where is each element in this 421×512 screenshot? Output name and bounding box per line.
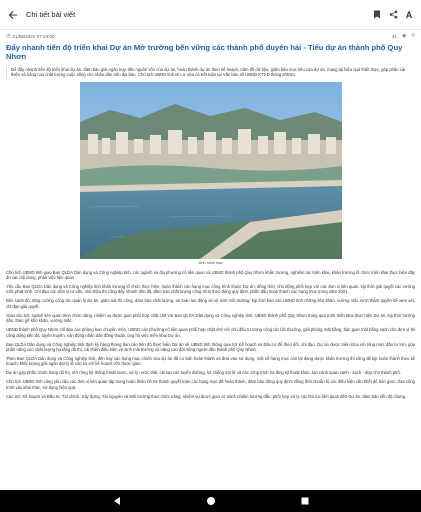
article-paragraph: Giao các Sở, ngành liên quan theo chức năng, nhiệm vụ được giao phối hợp chặt chẽ với Ban QLDA Dân dụng và Công nghiệp tỉnh, UBND thành phố Quy Nhơn trong quá trình triển khai thực hiện Dự án, kịp thời hướng dẫn, tháo gỡ khó khăn, vướng mắc. [6, 312, 415, 324]
article-meta [6, 30, 415, 42]
text-size-button[interactable] [401, 0, 417, 30]
share-button[interactable] [385, 0, 401, 30]
nav-recents-button[interactable] [298, 494, 312, 508]
article-photo [80, 82, 342, 259]
article-paragraph: UBND thành phố Quy Nhơn chỉ đạo các phòng ban chuyên môn, UBND các phường có liên quan phối hợp chặt chẽ với chủ đầu tư trong công tác bồi thường, giải phóng mặt bằng, bàn giao mặt bằng sạch cho đơn vị thi công đúng tiến độ; tuyên truyền, vận động nhân dân đồng thuận, ủng hộ việc triển khai Dự án. [6, 327, 415, 338]
nav-back-icon [112, 496, 122, 506]
article-paragraph: Dự án góp phần chỉnh trang đô thị, mở rộng hệ thống thoát nước, xử lý nước thải, cải tạo các tuyến đường, kè chống sạt lở và các công trình hạ tầng kỹ thuật khác, tạo cảnh quan xanh - sạch - đẹp cho thành phố. [6, 370, 401, 376]
nav-recents-icon [300, 496, 310, 506]
nav-back-button[interactable] [110, 494, 124, 508]
article-paragraph: Bên cạnh đó, tăng cường công tác quản lý dự án, giám sát thi công, đảm bảo chất lượng, an toàn lao động và vệ sinh môi trường; kịp thời báo cáo UBND tỉnh những khó khăn, vướng mắc vượt thẩm quyền để xem xét, chỉ đạo giải quyết. [6, 298, 415, 309]
bookmark-button[interactable] [369, 0, 385, 30]
clock-icon: ◷ [6, 33, 11, 39]
article-lead: Để đẩy nhanh tiến độ triển khai dự án, đảm bảo giải ngân hợp tiến nguồn vốn của dự án, hoàn thành dự án theo kế hoạch, năm đồ dữ liệu, giảm bảo mục tiêu của dự án, mang lại hiệu quả thiết thực, góp phần cải thiện và nâng cao chất lượng cuộc sống cho nhân dân trên địa bàn. Chủ tịch UBND tỉnh Bì Lư vừa có Kết luận tại Văn bản số UBND-KTXD tháng 6/2021. [6, 67, 415, 78]
system-navigation-bar [0, 490, 421, 512]
app-bar [0, 0, 421, 30]
article-content[interactable] [0, 30, 421, 490]
article-paragraph: Các Sở: Kế hoạch và Đầu tư, Tài chính, Xây dựng, Tài nguyên và Môi trường theo chức năng, nhiệm vụ được giao có trách nhiệm hướng dẫn, phối hợp xử lý các thủ tục liên quan đến Dự án, đảm bảo tiến độ chung. [6, 393, 407, 399]
article-paragraph: Yêu cầu Ban QLDA Dân dụng và Công nghiệp tỉnh khẩn trương tổ chức thực hiện, hoàn thành các hạng mục công trình thuộc Dự án; đồng thời, chủ động phối hợp với các đơn vị liên quan, kịp thời giải quyết các vướng mắc phát sinh. Chỉ đạo các đơn vị tư vấn, nhà thầu thi công đẩy nhanh tiến độ, đảm bảo chất lượng công trình theo đúng quy định, phấn đấu hoàn thành các hạng mục trong năm 2021. [6, 284, 415, 295]
article-paragraph: Chủ tịch UBND tỉnh cũng yêu cầu các đơn vị liên quan tập trung hoàn thiện hồ sơ thanh quyết toán các hạng mục đã hoàn thành, đảm bảo đúng quy định; đồng thời chuẩn bị các điều kiện cần thiết để bàn giao, đưa công trình vào khai thác, sử dụng hiệu quả. [6, 379, 415, 390]
back-button[interactable] [0, 0, 26, 30]
nav-home-button[interactable] [204, 494, 218, 508]
article-paragraph: Chủ tịch UBND tỉnh giao Ban QLDA Dân dụng và Công nghiệp tỉnh, các ngành và địa phương có liên quan và UBND thành phố Quy Nhơn khẩn trương, nghiêm túc triển khai, khẩn trương tổ chức triển khai thực hiện đầy đủ các nội dung, phân việc liên quan. [6, 269, 415, 280]
article-date: 21/06/2021 07:24:00 [12, 33, 55, 39]
city-river-image [80, 82, 342, 259]
arrow-left-icon [8, 10, 18, 20]
share-small-icon[interactable]: ⚲ [411, 33, 415, 39]
nav-home-icon [206, 496, 216, 506]
article-paragraph: Ban QLDA Dân dụng và Công nghiệp tỉnh định kỳ hàng tháng báo cáo tiến độ thực hiện Dự án về UBND tỉnh thông qua Sở Kế hoạch và Đầu tư để theo dõi, chỉ đạo. Dự án được triển khai với tổng mức đầu tư lớn, góp phần nâng cao chất lượng hạ tầng đô thị, cải thiện điều kiện vệ sinh môi trường và nâng cao đời sống người dân thành phố Quy Nhơn. [6, 341, 415, 353]
bookmark-icon [373, 10, 381, 19]
share-icon [389, 10, 398, 19]
text-size-icon: A [405, 9, 413, 20]
photo-caption: Ảnh minh họa [198, 260, 223, 265]
page-title: Chi tiết bài viết [26, 10, 76, 19]
eye-icon: ◉ [401, 33, 407, 39]
article-headline: Đẩy nhanh tiến độ triển khai Dự án Mở trường bến vững các thành phố duyên hải - Tiểu dự án thành phố Quy Nhơn [6, 43, 403, 61]
article-paragraph: Theo Ban QLDA Dân dụng và Công nghiệp tỉnh, đến nay các hạng mục chính của dự án đã cơ bản hoàn thành và đưa vào sử dụng, một số hạng mục còn lại đang được khẩn trương thi công để kịp hoàn thành theo kế hoạch; khối lượng giải ngân đạt tỷ lệ cao so với kế hoạch vốn được giao. [6, 356, 415, 367]
view-count-value: 41 [391, 33, 397, 39]
view-count [392, 33, 415, 39]
article-body [6, 270, 415, 400]
